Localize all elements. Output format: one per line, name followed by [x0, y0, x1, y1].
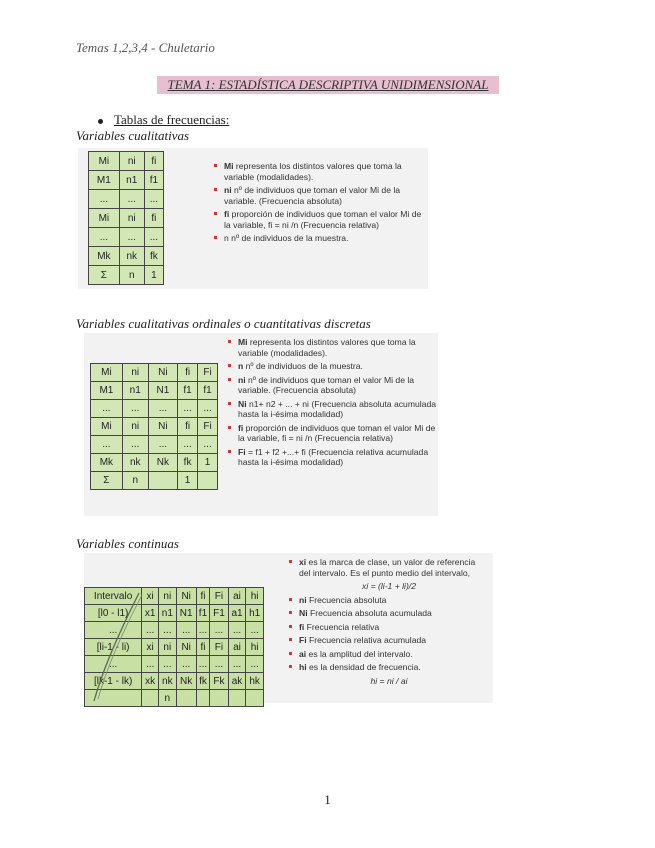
table-cell: hk [246, 673, 264, 690]
table-cell: Mi [91, 418, 123, 436]
table-cell: ... [246, 656, 264, 673]
table-cell: hi [246, 588, 264, 605]
heading-ordinal: Variables cualitativas ordinales o cuantitativas discretas [76, 316, 371, 331]
note-text: Frecuencia relativa [304, 621, 380, 632]
table-cell: n1 [159, 605, 177, 622]
note-text: Frecuencia absoluta [306, 594, 387, 605]
table-cell: ... [148, 436, 177, 454]
note-text: n nº de individuos de la muestra. [224, 233, 349, 243]
notes-qualitative [214, 161, 422, 247]
note-text: nº de individuos de la muestra. [243, 361, 363, 371]
note-item [214, 233, 422, 244]
table-cell: Fk [210, 673, 228, 690]
table-cell: Fi [198, 364, 218, 382]
table-cell: fi [144, 209, 163, 228]
note-symbol: fi [224, 209, 230, 219]
table-row [91, 400, 218, 418]
table-cell: N1 [148, 382, 177, 400]
table-cell: ak [228, 673, 246, 690]
table-row [91, 364, 218, 382]
table-cell: ni [159, 639, 177, 656]
table-cell: ... [122, 400, 148, 418]
note-item [289, 676, 489, 687]
table-cell: ... [144, 228, 163, 247]
frequency-table-qualitative [88, 151, 164, 285]
table-cell: M1 [89, 171, 120, 190]
table-cell: ... [159, 622, 177, 639]
table-cell [246, 690, 264, 707]
table-cell: nk [122, 454, 148, 472]
table-row [89, 152, 164, 171]
table-cell: x1 [142, 605, 159, 622]
note-item [228, 337, 436, 358]
table-row [89, 266, 164, 285]
table-cell: ... [119, 228, 144, 247]
table-cell: Σ [89, 266, 120, 285]
note-text: nº de individuos que toman el valor Mi de la variable. (Frecuencia absoluta) [224, 185, 401, 206]
note-symbol: n [238, 361, 244, 371]
note-symbol: Fi [299, 635, 307, 645]
note-text: proporción de individuos que toman el valor Mi de la variable, fi = ni /n (Frecuencia relativa) [224, 209, 422, 230]
table-row [91, 472, 218, 490]
note-text: n1+ n2 + ... + ni (Frecuencia absoluta acumulada hasta la i-ésima modalidad) [238, 398, 437, 419]
table-cell: Mk [89, 247, 120, 266]
table-cell: ... [178, 436, 198, 454]
note-item [214, 209, 422, 230]
table-cell: n [122, 472, 148, 490]
table-cell [198, 472, 218, 490]
table-row [91, 382, 218, 400]
table-cell: ... [91, 436, 123, 454]
table-cell: fi [196, 588, 210, 605]
table-cell: ... [198, 436, 218, 454]
table-cell: ni [119, 209, 144, 228]
table-row [89, 209, 164, 228]
table-cell: ni [119, 152, 144, 171]
note-item [228, 375, 436, 396]
note-item [228, 361, 436, 372]
note-symbol: ai [299, 648, 307, 659]
table-cell: ni [122, 418, 148, 436]
table-cell: [l0 - l1) [85, 605, 142, 622]
note-text: es la marca de clase, un valor de referencia del intervalo. Es el punto medio del intervalo, [299, 557, 476, 578]
note-item [289, 595, 489, 606]
table-cell: a1 [228, 605, 246, 622]
table-row [91, 436, 218, 454]
table-row [91, 454, 218, 472]
notes-ordinal [228, 337, 436, 471]
note-symbol: Ni [238, 398, 247, 409]
table-cell: xk [142, 673, 159, 690]
table-cell: Fi [210, 639, 228, 656]
table-cell: h1 [246, 605, 264, 622]
table-cell: 1 [178, 472, 198, 490]
table-cell: ... [210, 622, 228, 639]
note-text: proporción de individuos que toman el valor Mi de la variable, fi = ni /n (Frecuencia relativa) [238, 422, 436, 443]
table-cell: 1 [144, 266, 163, 285]
table-cell: ... [246, 622, 264, 639]
table-cell: fk [178, 454, 198, 472]
note-symbol: fi [238, 422, 244, 433]
title-part-2: ESTADÍSTICA DESCRIPTIVA UNIDIMENSIONAL [215, 77, 489, 92]
table-cell: ai [228, 588, 246, 605]
note-symbol: xi [299, 557, 307, 567]
note-text: es la amplitud del intervalo. [306, 648, 413, 659]
table-cell: N1 [176, 605, 196, 622]
note-item [228, 423, 436, 444]
table-cell: ... [85, 656, 142, 673]
note-symbol: ni [299, 594, 307, 605]
note-text: representa los distintos valores que toma la variable (modalidades). [224, 161, 402, 182]
table-cell: ... [159, 656, 177, 673]
note-text: = f1 + f2 +...+ fi (Frecuencia relativa acumulada hasta la i-ésima modalidad) [238, 446, 429, 467]
document-header: Temas 1,2,3,4 - Chuletario [76, 40, 215, 55]
bullet-label: Tablas de frecuencias: [114, 112, 230, 127]
note-item [289, 557, 489, 578]
note-item [289, 581, 489, 592]
table-cell: f1 [178, 382, 198, 400]
table-cell: Mk [91, 454, 123, 472]
table-cell: ... [228, 656, 246, 673]
table-cell: Ni [176, 588, 196, 605]
table-cell: Ni [148, 364, 177, 382]
heading-qualitative: Variables cualitativas [76, 128, 190, 143]
table-cell: fi [196, 639, 210, 656]
note-item [289, 635, 489, 646]
note-text: hi = ni / ai [370, 675, 408, 686]
table-cell: ... [196, 622, 210, 639]
table-cell: fi [144, 152, 163, 171]
table-cell: fk [196, 673, 210, 690]
table-cell: Ni [176, 639, 196, 656]
table-cell: Mi [89, 152, 120, 171]
title-part-1: TEMA 1: [167, 77, 216, 92]
table-cell: fi [178, 364, 198, 382]
table-cell: ... [148, 400, 177, 418]
frequency-table-ordinal [90, 363, 218, 490]
table-cell: ... [91, 400, 123, 418]
table-cell: f1 [144, 171, 163, 190]
note-text: Frecuencia absoluta acumulada [307, 608, 432, 618]
table-cell: F1 [210, 605, 228, 622]
table-cell: Σ [91, 472, 123, 490]
note-symbol: fi [299, 621, 305, 632]
table-cell: Fi [210, 588, 228, 605]
table-cell: Nk [148, 454, 177, 472]
table-cell: ... [89, 228, 120, 247]
table-cell: Mi [89, 209, 120, 228]
table-cell: Fi [198, 418, 218, 436]
table-cell: nk [119, 247, 144, 266]
table-cell: ... [142, 622, 159, 639]
note-item [289, 608, 489, 619]
note-text: nº de individuos que toman el valor Mi de la variable. (Frecuencia absoluta) [238, 374, 415, 395]
table-cell [196, 690, 210, 707]
table-cell: M1 [91, 382, 123, 400]
note-symbol: Mi [238, 337, 248, 347]
bullet-dot-icon [98, 119, 103, 124]
table-cell: ... [196, 656, 210, 673]
section-title [157, 76, 499, 94]
note-item [228, 447, 436, 468]
table-cell: nk [159, 673, 177, 690]
table-cell: ai [228, 639, 246, 656]
table-cell: n [159, 690, 177, 707]
note-item [289, 622, 489, 633]
table-cell: ... [210, 656, 228, 673]
bullet-item [98, 112, 229, 128]
table-cell: ... [178, 400, 198, 418]
table-cell: ni [122, 364, 148, 382]
pen-mark-icon [84, 553, 144, 703]
heading-continuous: Variables continuas [76, 536, 179, 551]
figure-ordinal [84, 333, 438, 516]
table-row [89, 228, 164, 247]
note-symbol: hi [299, 662, 307, 672]
note-text: Frecuencia relativa acumulada [306, 635, 427, 645]
table-cell: Intervalo [85, 588, 142, 605]
table-cell: ... [228, 622, 246, 639]
table-cell: ... [122, 436, 148, 454]
table-cell: n [119, 266, 144, 285]
table-cell: f1 [196, 605, 210, 622]
note-symbol: Mi [224, 161, 234, 171]
table-cell: Mi [91, 364, 123, 382]
table-cell: ... [176, 656, 196, 673]
note-symbol: ni [238, 374, 246, 385]
table-cell: ... [89, 190, 120, 209]
note-symbol: Ni [299, 608, 308, 618]
note-text: xi = (li-1 + li)/2 [362, 581, 416, 591]
table-cell: fi [178, 418, 198, 436]
table-cell [176, 690, 196, 707]
table-row [91, 418, 218, 436]
table-cell: Ni [148, 418, 177, 436]
table-cell [228, 690, 246, 707]
note-symbol: ni [224, 185, 232, 195]
table-cell: f1 [198, 382, 218, 400]
note-item [228, 399, 436, 420]
table-cell: ... [198, 400, 218, 418]
note-text: es la densidad de frecuencia. [306, 662, 421, 672]
table-cell [142, 690, 159, 707]
note-symbol: Fi [238, 446, 246, 457]
table-row [89, 171, 164, 190]
note-item [289, 649, 489, 660]
table-cell: xi [142, 588, 159, 605]
table-cell: n1 [119, 171, 144, 190]
table-cell: ... [144, 190, 163, 209]
table-cell: ... [119, 190, 144, 209]
figure-qualitative [78, 148, 428, 289]
table-row [89, 190, 164, 209]
table-cell: Nk [176, 673, 196, 690]
table-cell: ... [176, 622, 196, 639]
table-cell: ... [142, 656, 159, 673]
table-cell: 1 [198, 454, 218, 472]
figure-continuous [84, 553, 493, 703]
table-cell: n1 [122, 382, 148, 400]
table-row [89, 247, 164, 266]
table-cell: ... [85, 622, 142, 639]
table-cell: fk [144, 247, 163, 266]
note-item [214, 161, 422, 182]
table-cell [148, 472, 177, 490]
table-cell: [lk-1 - lk) [85, 673, 142, 690]
note-item [289, 662, 489, 673]
notes-continuous [289, 557, 489, 689]
table-cell: xi [142, 639, 159, 656]
page-number: 1 [324, 792, 331, 807]
table-cell [210, 690, 228, 707]
table-cell: ni [159, 588, 177, 605]
table-cell: hi [246, 639, 264, 656]
note-text: representa los distintos valores que toma la variable (modalidades). [238, 337, 416, 358]
table-cell: [li-1 - li) [85, 639, 142, 656]
note-item [214, 185, 422, 206]
